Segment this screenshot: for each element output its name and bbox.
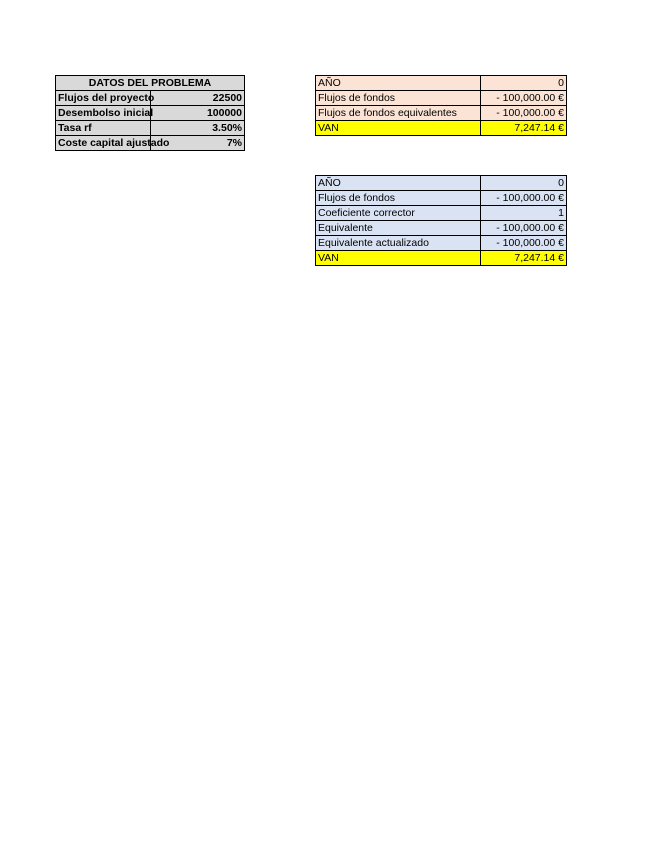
table-row <box>316 106 567 121</box>
van-value: 7,247.14 € <box>481 251 567 266</box>
row-value: - 100,000.00 € <box>481 191 567 206</box>
table-row <box>56 91 245 106</box>
table-row <box>316 191 567 206</box>
table-row <box>56 106 245 121</box>
row-value: - 100,000.00 € <box>481 221 567 236</box>
table-row <box>316 91 567 106</box>
row-label: Desembolso inicial <box>56 106 151 121</box>
row-label: Flujos de fondos <box>316 91 481 106</box>
table-title: DATOS DEL PROBLEMA <box>56 76 245 91</box>
row-value: 1 <box>481 206 567 221</box>
datos-del-problema-table <box>55 75 245 151</box>
van-label: VAN <box>316 251 481 266</box>
van-row <box>316 121 567 136</box>
row-label: Flujos del proyecto <box>56 91 151 106</box>
row-value: 7% <box>150 136 245 151</box>
table-row <box>316 236 567 251</box>
coeficiente-corrector-table <box>315 175 567 266</box>
van-value: 7,247.14 € <box>481 121 567 136</box>
row-value: 0 <box>481 76 567 91</box>
row-label: Equivalente actualizado <box>316 236 481 251</box>
row-label: AÑO <box>316 176 481 191</box>
table-row <box>316 206 567 221</box>
row-label: Flujos de fondos equivalentes <box>316 106 481 121</box>
table-row <box>56 121 245 136</box>
row-value: 100000 <box>150 106 245 121</box>
row-label: Flujos de fondos <box>316 191 481 206</box>
table-row <box>56 136 245 151</box>
row-label: Coeficiente corrector <box>316 206 481 221</box>
row-value: - 100,000.00 € <box>481 106 567 121</box>
row-value: 22500 <box>150 91 245 106</box>
van-label: VAN <box>316 121 481 136</box>
row-value: 0 <box>481 176 567 191</box>
row-label: Tasa rf <box>56 121 151 136</box>
row-value: - 100,000.00 € <box>481 91 567 106</box>
table-row <box>316 76 567 91</box>
van-row <box>316 251 567 266</box>
table-row <box>316 176 567 191</box>
row-label: Equivalente <box>316 221 481 236</box>
row-value: 3.50% <box>150 121 245 136</box>
row-label: Coste capital ajustado <box>56 136 151 151</box>
table-row <box>316 221 567 236</box>
row-label: AÑO <box>316 76 481 91</box>
row-value: - 100,000.00 € <box>481 236 567 251</box>
table-header-row <box>56 76 245 91</box>
flujos-equivalentes-table <box>315 75 567 136</box>
